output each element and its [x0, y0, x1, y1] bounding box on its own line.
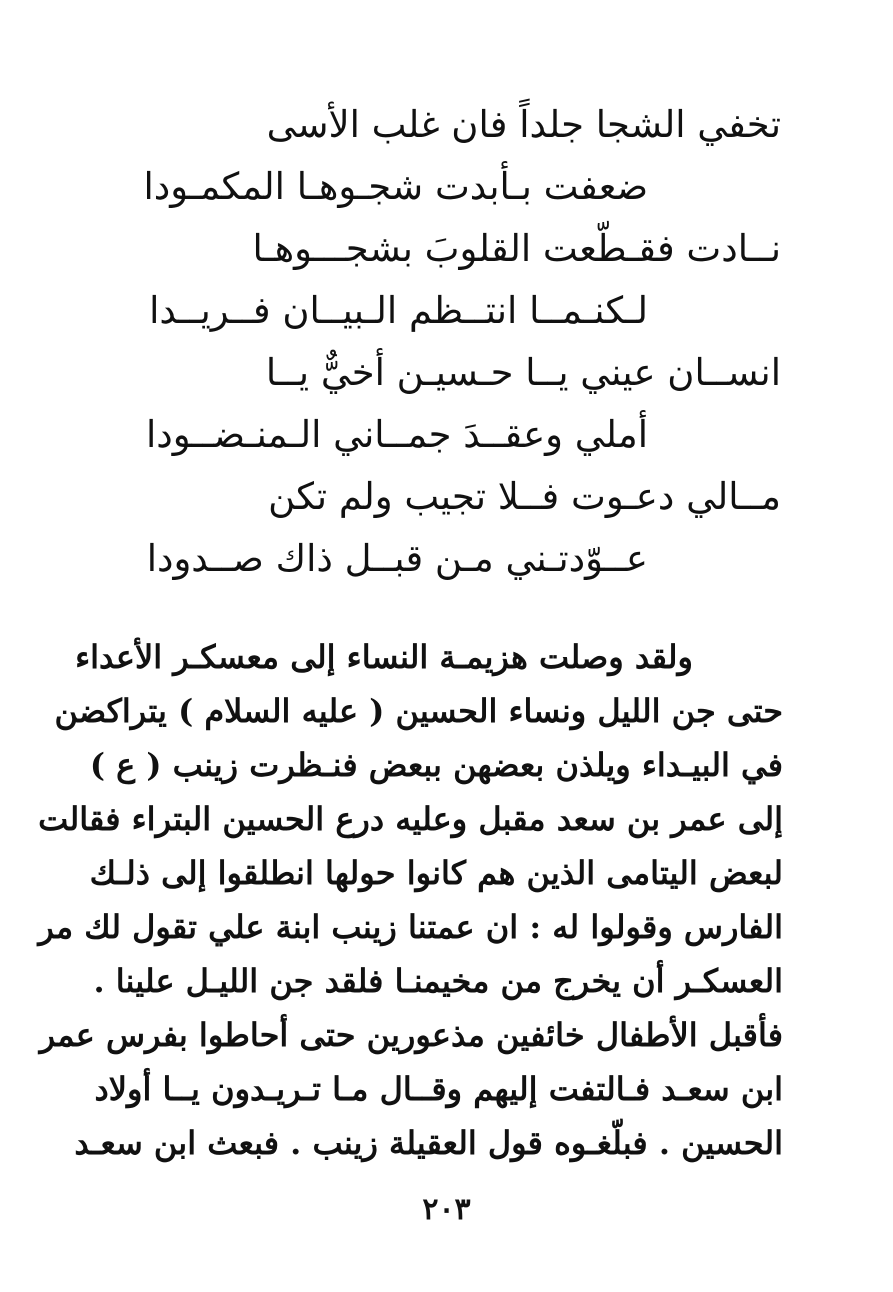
prose-line: فأقبل الأطفال خائفين مذعورين حتى أحاطوا بفرس عمر	[39, 1016, 783, 1054]
prose-line: الحسين . فبلّغـوه قول العقيلة زينب . فبعث ابن سعـد	[74, 1124, 783, 1162]
prose-paragraph	[38, 630, 783, 1170]
poem-verse: عــوّدتـني مـن قبــل ذاك صــدودا	[146, 537, 648, 580]
poem-verse: أملي وعقــدَ جمــاني الـمنـضــودا	[145, 413, 648, 456]
prose-line: ابن سعـد فـالتفت إليهم وقــال مـا تـريـدون يــا أولاد	[94, 1070, 783, 1108]
prose-line: العسكـر أن يخرج من مخيمنـا فلقد جن الليـل علينا .	[93, 962, 783, 1000]
poem-verse: نــادت فقـطّعت القلوبَ بشجـــوهـا	[252, 227, 781, 270]
prose-line: الفارس وقولوا له : ان عمتنا زينب ابنة علي تقول لك مر	[38, 908, 783, 946]
page-number: ٢٠٣	[422, 1192, 471, 1227]
poem-verse: تخفي الشجا جلداً فان غلب الأسى	[266, 103, 781, 146]
poem-verse: مــالي دعـوت فــلا تجيب ولم تكن	[268, 475, 781, 518]
prose-line: في البيـداء ويلذن بعضهن ببعض فنـظرت زينب ( ع )	[89, 746, 783, 784]
prose-line: إلى عمر بن سعد مقبل وعليه درع الحسين البتراء فقالت	[38, 800, 783, 838]
poem-verse: انســان عيني يــا حـسيـن أخيٌّ يــا	[265, 351, 781, 394]
prose-line: حتى جن الليل ونساء الحسين ( عليه السلام ) يتراكضن	[54, 692, 783, 730]
poem-verse: لـكنـمــا انتــظم الـبيــان فــريــدا	[149, 289, 648, 332]
prose-line: ولقد وصلت هزيمـة النساء إلى معسكـر الأعداء	[75, 638, 693, 676]
poem-verse: ضعفت بـأبدت شجـوهـا المكمـودا	[143, 165, 648, 208]
prose-line: لبعض اليتامى الذين هم كانوا حولها انطلقوا إلى ذلـك	[89, 854, 783, 892]
